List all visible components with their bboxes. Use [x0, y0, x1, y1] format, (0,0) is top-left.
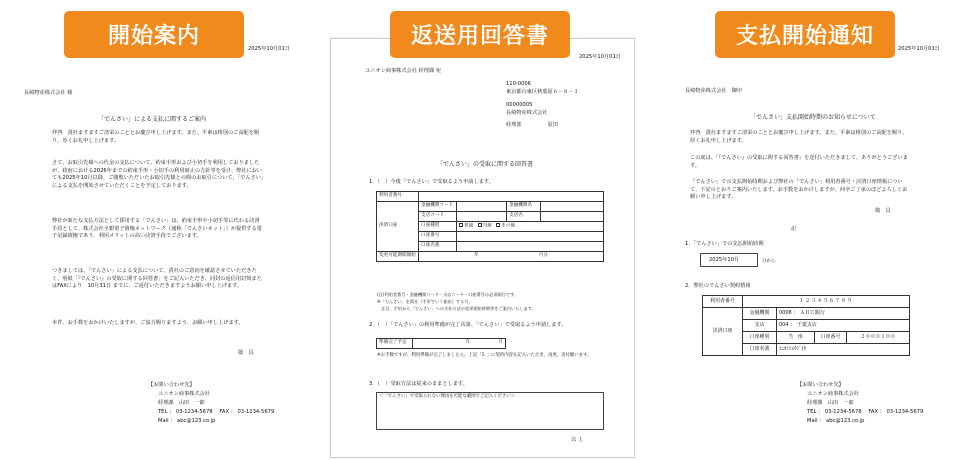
document-payment-start-notice	[665, 38, 950, 458]
doc1-title: 「でんさい」による支払に関するご案内	[98, 116, 207, 123]
field-branch-code[interactable]	[457, 212, 507, 222]
doc2-title: 「でんさい」の受取に関する回答書	[437, 161, 534, 168]
doc2-sender-id: 00000005	[506, 102, 533, 108]
label-user-number: 利用者番号	[703, 296, 743, 308]
doc2-account-form	[376, 191, 604, 262]
checkbox-other[interactable]	[496, 223, 500, 227]
doc1-para-1: 拝啓 貴社ますますご清栄のこととお慶び申し上げます。また、平素は格別のご高配を賜り、厚くお礼申し上げます。	[52, 130, 260, 144]
doc3-start-month: 2025年10月	[709, 257, 740, 263]
field-account-number[interactable]	[457, 232, 604, 242]
doc1-para-5: 本件、お手数をおかけいたしますが、ご協力賜りますよう、お願い申し上げます。	[52, 320, 244, 326]
doc3-recipient: 長崎物産株式会社 御中	[685, 88, 743, 94]
doc1-para-4: つきましては、「でんさい」による支払について、貴社のご意向を確認させていただきたく、別紙「『でんさい』の受取に関する回答書」をご記入いただき、同封の返信用封筒またはFAXにより 10月31日 までに、ご返付いただきますようお願い申し上げます。	[52, 268, 262, 290]
badge-reply-form: 返送用回答書	[390, 11, 570, 58]
doc3-section-2: 2．弊社のでんさい契約情報	[685, 283, 751, 289]
label-bank-code: 金融機関コード	[419, 202, 457, 212]
prep-month: 月	[498, 340, 503, 346]
doc2-address-line: 東京都台東区秋葉原６－８－１	[506, 89, 579, 95]
doc2-note-4: ※お手数ですが、利用準備が完了しましたら、上記「1．」に契約内容を記入いただき、再度、送付願います。	[377, 353, 592, 358]
label-account-type: 口座種別	[419, 222, 457, 232]
doc2-date: 2025年10月01日	[579, 54, 621, 60]
reason-prompt: ＜「でんさい」で受取られない理由を可能な範囲でご記入ください＞	[379, 394, 516, 399]
field-change-start[interactable]	[419, 252, 604, 262]
doc2-note-1: (注)利用者番号・金融機関コード・支店コード・口座番号は必須項目です。	[377, 292, 519, 297]
label-user-number: 利用者番号	[377, 192, 419, 202]
doc1-contact-company: ユニオン商事株式会社	[158, 391, 210, 397]
doc3-contact-person: 経理課 山田 一郎	[807, 400, 854, 406]
label-branch-name: 支店名	[507, 212, 541, 222]
label-account-type: 口座種別	[743, 332, 777, 344]
doc1-contact-phone: TEL ： 03-1234-5678 FAX ： 03-1234-5679	[158, 409, 275, 415]
prep-year: 年	[465, 340, 471, 346]
doc2-note-3: 注目、手形から「でんさい」への支払方法の変更開始時期等をご案内いたします。	[377, 306, 536, 311]
doc3-contact-company: ユニオン商事株式会社	[807, 391, 859, 397]
label-account-number: 口座番号	[815, 332, 847, 344]
doc2-recipient: ユニオン商事株式会社 経理課 宛	[365, 68, 441, 74]
label-bank: 金融機関	[743, 308, 777, 320]
label-account-number: 口座番号	[419, 232, 457, 242]
field-bank-code[interactable]	[457, 202, 507, 212]
doc1-keigu: 敬 具	[238, 350, 254, 356]
doc1-recipient: 長崎物産株式会社 様	[24, 90, 73, 96]
badge-payment-start-notice: 支払開始通知	[715, 11, 895, 58]
label-settlement-account: 決済口座	[377, 202, 419, 252]
doc3-keigu: 敬 具	[875, 208, 891, 214]
doc2-sender-dept: 経理部 原田	[506, 122, 558, 128]
label-branch-code: 支店コード	[419, 212, 457, 222]
doc3-title: 「でんさい」支払開始時期のお知らせについて	[750, 114, 876, 121]
badge-start-notice: 開始案内	[64, 11, 244, 58]
change-start-year: 年	[474, 253, 479, 259]
field-account-name[interactable]	[457, 242, 604, 252]
doc3-contract-table	[702, 295, 910, 356]
label-bank-name: 金融機関名	[507, 202, 541, 212]
value-account-number: ２０００１００	[847, 332, 910, 344]
field-prep-complete[interactable]	[413, 339, 506, 349]
label-account-name: 口座名義	[743, 344, 777, 356]
doc3-para-3: 「でんさい」での支払開始時期および弊社の「でんさい」利用者番号・決済口座情報について、下記のとおりご案内いたします。お手数をおかけしますが、何卒ご了承のほどよろしくお願い申し上げます。	[690, 179, 908, 201]
doc2-note-2: ※「でんさい」を貴社（手形でいう振出）する月。	[377, 299, 473, 304]
value-branch: 004 ： 千葉支店	[777, 320, 910, 332]
change-start-month: 月分	[538, 253, 548, 259]
doc1-contact-person: 経理課 山田 一郎	[158, 400, 205, 406]
doc3-contact-mail: Mail ： abc@123.co.jp	[807, 418, 865, 424]
doc3-para-2: この度は、「『でんさい』の受取に関する回答書」を送付いただきまして、ありがとうございます。	[690, 155, 908, 169]
doc3-ki: 記	[791, 226, 797, 232]
label-settlement-account: 決済口座	[703, 308, 743, 356]
doc2-sender-company: 長崎物産株式会社	[506, 110, 548, 116]
field-branch-name[interactable]	[541, 212, 604, 222]
field-reason-textarea[interactable]	[376, 392, 604, 430]
doc3-contact-phone: TEL ： 03-1234-5678 FAX ： 03-1234-5679	[807, 409, 924, 415]
doc2-option-1: 1．（ ）今後「でんさい」で受取るよう申請します。	[369, 179, 494, 185]
doc2-ijo: 以 上	[571, 437, 584, 443]
label-change-start: 変更可能期間開始	[377, 252, 419, 262]
option-other: その他	[501, 223, 515, 229]
doc3-para-1: 拝啓 貴社ますますご清栄のこととお慶び申し上げます。また、平素は格別のご高配を賜り、厚くお礼申し上げます。	[690, 130, 908, 144]
field-bank-name[interactable]	[541, 202, 604, 212]
doc2-address-zip: 110-0006	[506, 81, 531, 87]
doc2-option-2: 2．（ ）「でんさい」の利用準備が完了次第、「でんさい」で受取るよう申請します。	[369, 322, 567, 328]
doc3-section-1: 1．「でんさい」での支払開始時期	[685, 241, 764, 247]
doc1-para-2: さて、お取引先様への代金の支払について、約束手形および小切手を利用しておりましたが、政府における2026年までの約束手形・小切手の利用廃止の方針等を受け、弊社においても2025年10月以降、ご閲覧いただいたお取引先様との間のお取引について、「でんさい」による支払を開始させていただくことを予定しております。	[52, 160, 264, 189]
checkbox-current[interactable]	[478, 223, 482, 227]
doc3-start-month-box	[700, 253, 758, 267]
value-bank: 0008 ： ＡＢＣ銀行	[777, 308, 910, 320]
value-account-type: 当 座	[777, 332, 815, 344]
doc3-date: 2025年10月01日	[898, 46, 940, 52]
label-prep-complete: 準備完了予定	[377, 339, 413, 349]
doc3-from: 分から	[762, 259, 776, 264]
doc3-contact-title: 【お問い合わせ先】	[797, 382, 844, 388]
document-start-notice	[20, 38, 305, 458]
doc2-option-3: 3．（ ）受取方法は従来のままとします。	[369, 381, 468, 387]
label-branch: 支店	[743, 320, 777, 332]
label-account-name: 口座名義	[419, 242, 457, 252]
value-account-name: ﾕﾆｵﾝｼｮｳｼﾞ(ｶ	[777, 344, 910, 356]
document-reply-form	[330, 38, 635, 458]
doc2-prep-form	[376, 338, 506, 349]
option-ordinary: 普通	[464, 223, 474, 229]
field-account-type	[457, 222, 604, 232]
doc1-para-3: 弊社が新たな支払方法として採用する「でんさい」は、約束手形や小切手等に代わる決済手段として、株式会社全銀電子債権ネットワーク（通称「でんさいネット」）が提供する電子記録債権であり、利用メリットの高い決済手段でございます。	[52, 218, 262, 240]
value-user-number: １２３４５６７８９	[743, 296, 910, 308]
doc1-contact-title: 【お問い合わせ先】	[148, 382, 195, 388]
field-user-number[interactable]	[419, 192, 604, 202]
doc1-contact-mail: Mail ： abc@123.co.jp	[158, 418, 216, 424]
checkbox-ordinary[interactable]	[459, 223, 463, 227]
option-current: 当座	[482, 223, 492, 229]
doc1-date: 2025年10月01日	[248, 46, 290, 52]
